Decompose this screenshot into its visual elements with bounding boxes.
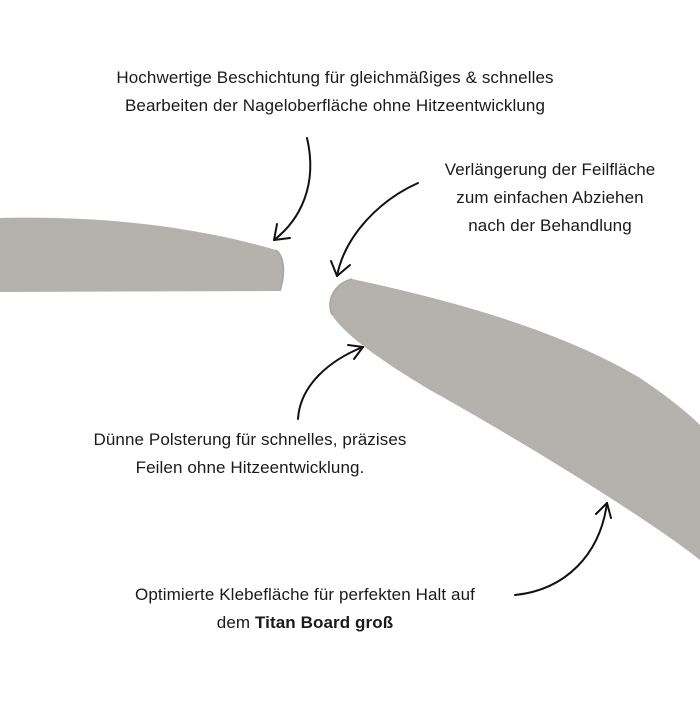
annotation-padding-line-2: Feilen ohne Hitzeentwicklung.: [135, 458, 365, 477]
annotation-coating: [40, 64, 630, 120]
annotation-adhesive-prefix: dem: [216, 613, 255, 632]
annotation-adhesive-line-2: [90, 609, 520, 637]
annotation-coating-line-2: Bearbeiten der Nageloberfläche ohne Hitzeentwicklung: [124, 96, 546, 115]
annotation-padding: [40, 426, 460, 482]
arrow-adhesive: [515, 503, 611, 595]
annotation-adhesive: [90, 581, 520, 637]
annotation-extension-line-3: nach der Behandlung: [468, 216, 632, 235]
annotation-coating-line-1: Hochwertige Beschichtung für gleichmäßiges & schnelles: [116, 68, 554, 87]
product-name: Titan Board groß: [254, 613, 394, 632]
annotation-adhesive-line-1: Optimierte Klebefläche für perfekten Halt auf: [135, 585, 475, 604]
right-file-piece: [330, 279, 700, 560]
annotation-extension: [405, 156, 695, 240]
left-file-piece: [0, 218, 283, 292]
annotation-extension-line-2: zum einfachen Abziehen: [456, 188, 644, 207]
annotation-padding-line-1: Dünne Polsterung für schnelles, präzises: [93, 430, 407, 449]
arrow-coating: [274, 138, 310, 240]
arrow-padding: [298, 345, 363, 419]
annotation-extension-line-1: Verlängerung der Feilfläche: [444, 160, 656, 179]
